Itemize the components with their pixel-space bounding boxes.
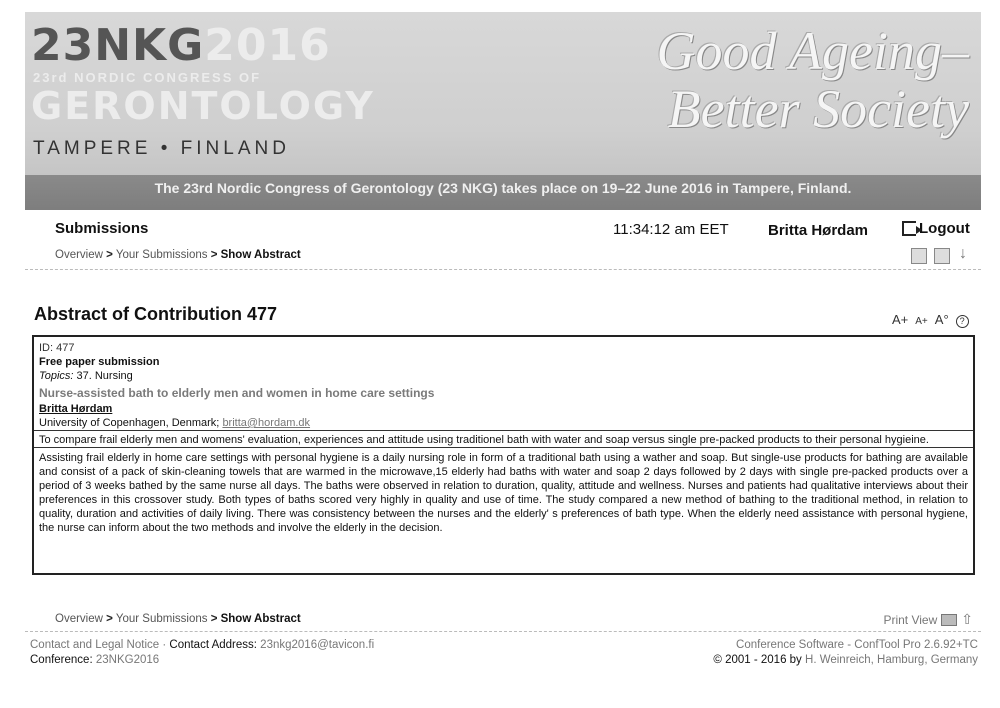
top-bar	[25, 212, 981, 242]
page-section-title: Submissions	[55, 220, 149, 237]
affiliation: University of Copenhagen, Denmark; britta@hordam.dk	[39, 417, 311, 429]
page-tools	[911, 248, 973, 264]
download-icon[interactable]	[957, 248, 973, 264]
logo-subtitle: 23rd NORDIC CONGRESS OF	[33, 70, 262, 85]
author-name: Britta Hørdam	[39, 403, 113, 415]
header-banner	[25, 12, 981, 210]
breadcrumb: Overview > Your Submissions > Show Abstract	[55, 249, 301, 261]
banner-announcement: The 23rd Nordic Congress of Gerontology (23 NKG) takes place on 19–22 June 2016 in Tampere, Finland.	[154, 180, 852, 196]
font-larger-icon[interactable]: A+	[892, 312, 909, 327]
divider	[34, 447, 973, 448]
abstract-heading: Abstract of Contribution 477	[34, 304, 278, 324]
contact-email-link[interactable]: 23nkg2016@tavicon.fi	[260, 639, 375, 651]
abstract-body: Assisting frail elderly in home care settings with personal hygiene is a daily nursing role in form of a traditional bath using a wather and soap. But single-use products for bathing are available and consist of a pack of skin-cleaning towels that are warmed in the microwave,15 elderly had baths with water and soap 2 days followed by 2 days with single pre-packed products over a period of 3 weeks bathed by the same nurse all days. The baths were observed in relation to duration, quality, attitude and wellness. Nurses and patients had qualitative interviews about their preferences in this crossover study. Both types of baths scored very highly in quality and use of time. The study compared a new method of bathing to the traditional method, in relation to quality, duration and activities of daily living. There was consistency between the nurses and the elderly' s preferences of bath type. When the elderly need assistance with personal hygiene, the nurse can inform about the two methods and involve the elderly in the decision.	[39, 452, 968, 534]
print-icon[interactable]	[934, 248, 950, 264]
breadcrumb-your-submissions[interactable]: Your Submissions	[115, 613, 208, 625]
topics: Topics: 37. Nursing	[39, 370, 133, 382]
export-icon[interactable]	[911, 248, 927, 264]
breadcrumb-current: Show Abstract	[220, 249, 301, 261]
footer-right: Conference Software - ConfTool Pro 2.6.92+TC © 2001 - 2016 by H. Weinreich, Hamburg, Germany	[713, 639, 978, 666]
logout-icon	[902, 221, 916, 236]
clock: 11:34:12 am EET	[613, 221, 729, 238]
abstract-objective: To compare frail elderly men and womens' evaluation, experiences and attitude using traditionel bath with water and soap versus single pre-packed products to their personal hygieine.	[39, 434, 929, 446]
logo-place: TAMPERE • FINLAND	[33, 138, 290, 159]
back-to-top-icon[interactable]: ⇧	[961, 611, 973, 627]
breadcrumb-overview[interactable]: Overview	[55, 249, 103, 261]
breadcrumb: Overview > Your Submissions > Show Abstract	[55, 613, 301, 625]
font-smaller-icon[interactable]: A+	[915, 316, 928, 327]
legal-notice-link[interactable]: Contact and Legal Notice	[30, 639, 160, 651]
help-icon[interactable]: ?	[956, 315, 969, 328]
software-link[interactable]: ConfTool Pro 2.6.92+TC	[854, 639, 978, 651]
font-reset-icon[interactable]: A°	[934, 312, 949, 327]
footer-left: Contact and Legal Notice · Contact Address: 23nkg2016@tavicon.fi Conference: 23NKG2016	[30, 639, 375, 666]
divider	[34, 430, 973, 431]
congress-logo: 23NKG2016	[31, 20, 331, 71]
copyright-owner-link[interactable]: H. Weinreich, Hamburg, Germany	[805, 654, 978, 666]
printer-icon	[941, 614, 957, 626]
print-view-button[interactable]: Print View ⇧	[883, 611, 973, 627]
logo-word: GERONTOLOGY	[31, 84, 375, 128]
slogan: Good Ageing– Better Society	[656, 21, 969, 139]
abstract-id: ID: 477	[39, 342, 75, 354]
logout-button[interactable]: Logout	[902, 220, 970, 237]
user-name: Britta Hørdam	[768, 222, 869, 239]
submission-type: Free paper submission	[39, 356, 160, 368]
breadcrumb-bar-top	[25, 244, 981, 270]
breadcrumb-overview[interactable]: Overview	[55, 613, 103, 625]
breadcrumb-current: Show Abstract	[220, 613, 301, 625]
abstract-box	[32, 335, 975, 575]
breadcrumb-your-submissions[interactable]: Your Submissions	[115, 249, 208, 261]
conference-code: 23NKG2016	[95, 654, 160, 666]
paper-title: Nurse-assisted bath to elderly men and women in home care settings	[39, 386, 435, 400]
author-email-link[interactable]: britta@hordam.dk	[222, 417, 311, 429]
font-size-tools	[892, 312, 969, 328]
breadcrumb-bar-bottom	[25, 606, 981, 632]
